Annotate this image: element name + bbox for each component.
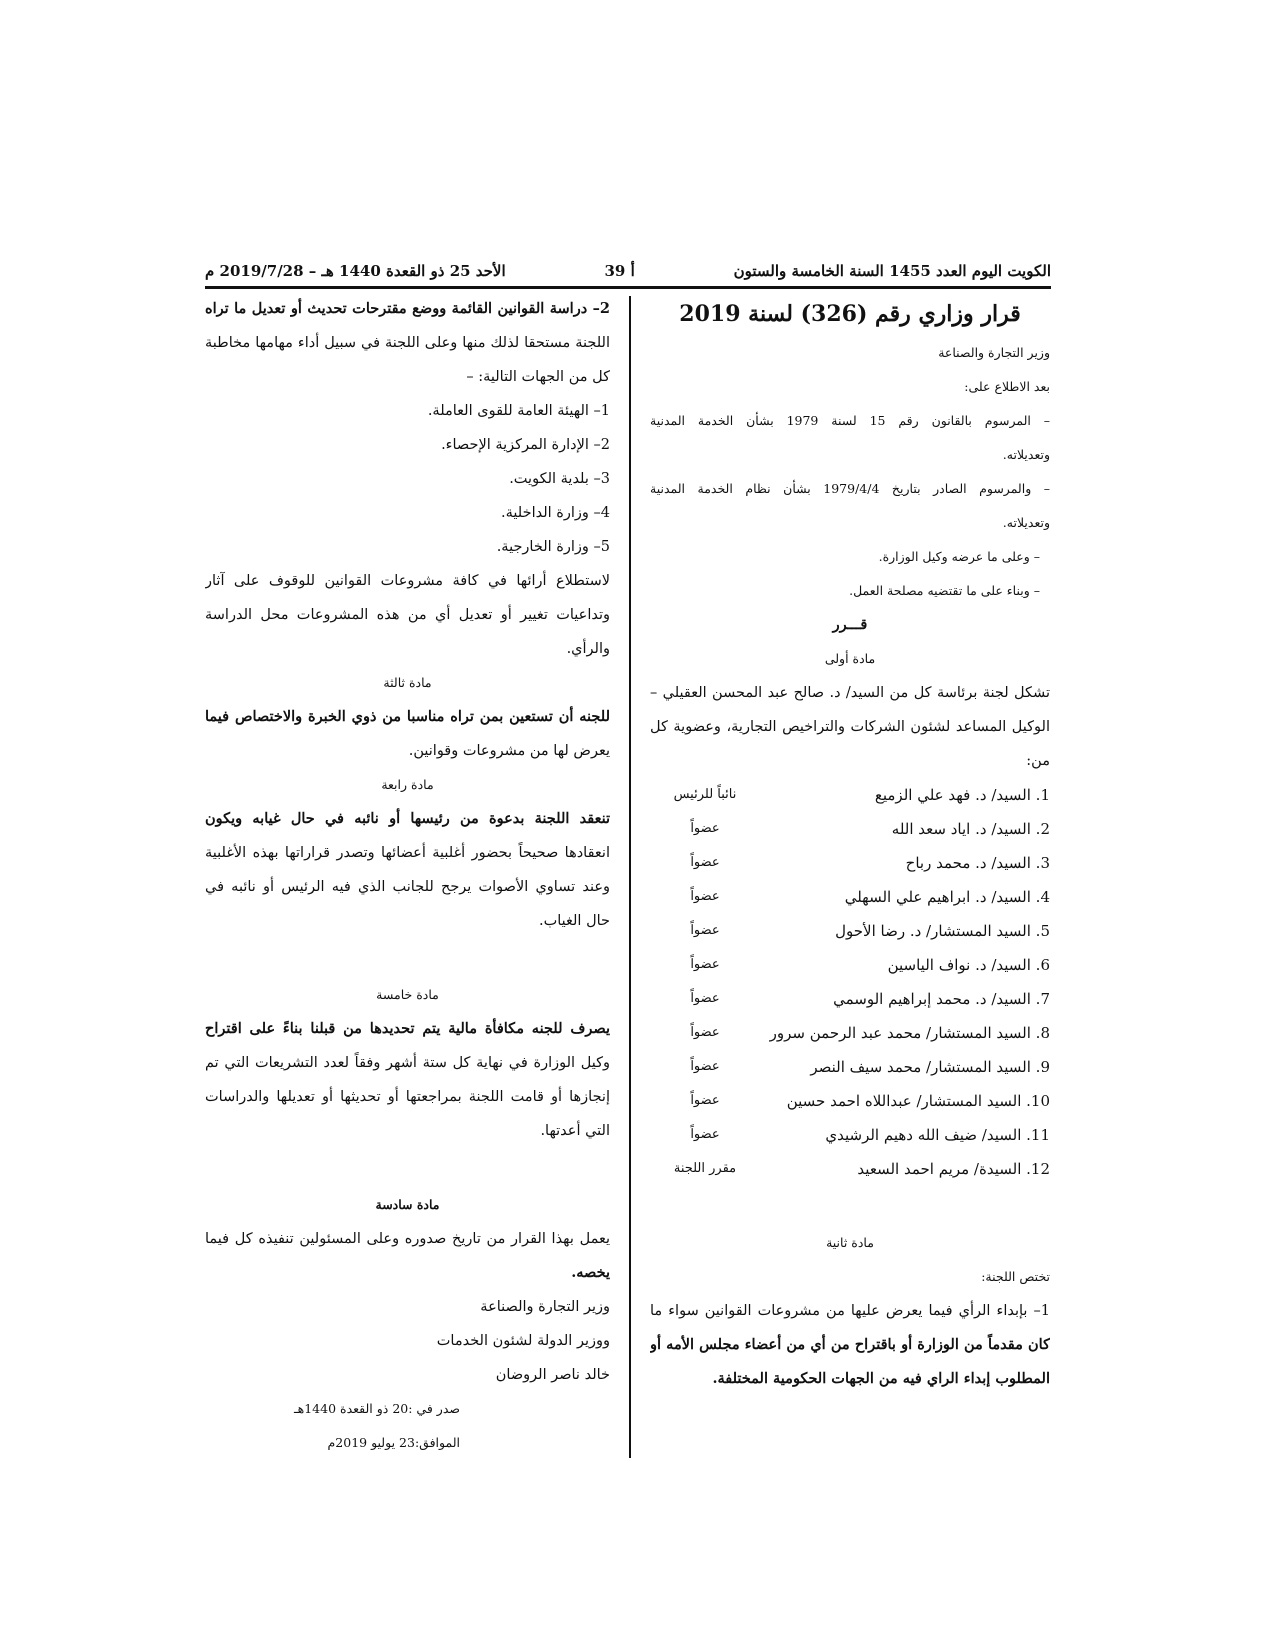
list-item: 7. السيد/ د. محمد إبراهيم الوسمي عضواً: [690, 990, 1050, 1008]
article-6-text: يعمل بهذا القرار من تاريخ صدوره وعلى المسئولين تنفيذه كل فيما: [205, 1231, 610, 1247]
list-item: 5– وزارة الخارجية.: [496, 539, 610, 555]
article-4-text: تنعقد اللجنة بدعوة من رئيسها أو نائبه في حال غيابه ويكون: [205, 810, 610, 827]
entities-purpose-text: والرأي.: [566, 641, 610, 657]
article-4-text: حال الغياب.: [538, 913, 610, 929]
preamble-1: – المرسوم بالقانون رقم 15 لسنة 1979 بشأن الخدمة المدنية: [650, 413, 1050, 428]
left-column: [205, 292, 610, 1460]
issue-date: الأحد 25 ذو القعدة 1440 هـ – 2019/7/28 م: [205, 262, 506, 280]
article-5-text: وكيل الوزارة في نهاية كل ستة أشهر وفقاً لعدد التشريعات التي تم: [205, 1055, 610, 1071]
preamble-3: – وعلى ما عرضه وكيل الوزارة.: [878, 549, 1040, 564]
list-item: 10. السيد المستشار/ عبداللاه احمد حسين عضواً: [690, 1092, 1050, 1110]
list-item: 4. السيد/ د. ابراهيم علي السهلي عضواً: [690, 888, 1050, 906]
item-2-text: كل من الجهات التالية: –: [466, 369, 610, 385]
list-item: 6. السيد/ د. نواف الياسين عضواً: [690, 956, 1050, 974]
article-1-text: من:: [1026, 753, 1050, 769]
column-divider: [629, 296, 631, 1458]
item-2-text: 2– دراسة القوانين القائمة ووضع مقترحات تحديث أو تعديل ما تراه: [205, 300, 610, 317]
list-item: 8. السيد المستشار/ محمد عبد الرحمن سرور عضواً: [690, 1024, 1050, 1042]
signature-title: وزير التجارة والصناعة: [480, 1299, 610, 1315]
article-5-text: إنجازها أو قامت اللجنة بمراجعتها أو تحديثها أو تعديلها والدراسات: [205, 1089, 610, 1105]
article-3-text: يعرض لها من مشروعات وقوانين.: [408, 743, 610, 759]
article-3-text: للجنه أن تستعين بمن تراه مناسبا من ذوي الخبرة والاختصاص فيما: [205, 708, 610, 725]
list-item: 2– الإدارة المركزية الإحصاء.: [441, 437, 610, 453]
members-list: [650, 778, 1050, 1186]
header-rule: [205, 286, 1051, 289]
right-column: [650, 292, 1050, 1396]
signature-name: خالد ناصر الروضان: [495, 1367, 610, 1383]
publication-info: الكويت اليوم العدد 1455 السنة الخامسة والستون: [733, 262, 1051, 280]
list-item: 12. السيدة/ مريم احمد السعيد مقرر اللجنة: [673, 1160, 1050, 1178]
issue-date-gregorian: الموافق:23 يوليو 2019م: [327, 1435, 460, 1450]
list-item: 3– بلدية الكويت.: [509, 471, 610, 487]
list-item: 9. السيد المستشار/ محمد سيف النصر عضواً: [690, 1058, 1050, 1076]
item-2-text: اللجنة مستحقا لذلك منها وعلى اللجنة في سبيل أداء مهامها مخاطبة: [205, 335, 610, 351]
article-1-heading: مادة أولى: [824, 651, 876, 666]
issuer: وزير التجارة والصناعة: [938, 345, 1050, 360]
article-2-text: 1– بإبداء الرأي فيما يعرض عليها من مشروعات القوانين سواء ما: [650, 1303, 1050, 1319]
issue-date-hijri: صدر في :20 ذو القعدة 1440هـ: [293, 1401, 460, 1416]
preamble-1-cont: وتعديلاته.: [1002, 447, 1050, 462]
signature-title: ووزير الدولة لشئون الخدمات: [436, 1333, 610, 1349]
list-item: 4– وزارة الداخلية.: [501, 505, 610, 521]
article-6-text: يخصه.: [571, 1264, 610, 1281]
article-2-text: كان مقدماً من الوزارة أو باقتراح من أي من أعضاء مجلس الأمه أو: [650, 1336, 1050, 1353]
list-item: 11. السيد/ ضيف الله دهيم الرشيدي عضواً: [690, 1126, 1050, 1144]
decision-word: قـــرر: [832, 616, 868, 633]
preamble-2: – والمرسوم الصادر بتاريخ 1979/4/4 بشأن نظام الخدمة المدنية: [650, 481, 1050, 496]
list-item: 1– الهيئة العامة للقوى العاملة.: [427, 403, 610, 419]
article-5-text: التي أعدتها.: [540, 1123, 610, 1139]
list-item: 1. السيد/ د. فهد علي الزميع نائباً للرئيس: [673, 786, 1050, 804]
list-item: 5. السيد المستشار/ د. رضا الأحول عضواً: [690, 922, 1050, 940]
page-header: [205, 256, 1051, 286]
preamble-intro: بعد الاطلاع على:: [964, 379, 1050, 394]
article-4-text: وعند تساوي الأصوات يرجح للجانب الذي فيه الرئيس أو نائبه في: [205, 879, 610, 895]
article-1-text: الوكيل المساعد لشئون الشركات والتراخيص التجارية، وعضوية كل: [650, 719, 1050, 735]
article-2-heading: مادة ثانية: [826, 1235, 874, 1250]
article-4-text: انعقادها صحيحاً بحضور أغلبية أعضائها وتصدر قراراتها بهذه الأغلبية: [205, 845, 610, 861]
entities-purpose-text: لاستطلاع أرائها في كافة مشروعات القوانين للوقوف على آثار: [205, 573, 610, 589]
preamble-4: – وبناء على ما تقتضيه مصلحة العمل.: [849, 583, 1040, 598]
page-number: أ 39: [604, 262, 635, 280]
decree-title: قرار وزاري رقم (326) لسنة 2019: [679, 301, 1021, 327]
article-6-heading: مادة سادسة: [375, 1197, 440, 1212]
article-2-text: المطلوب إبداء الراي فيه من الجهات الحكومية المختلفة.: [712, 1370, 1050, 1387]
article-2-intro: تختص اللجنة:: [981, 1269, 1050, 1284]
list-item: 3. السيد/ د. محمد رباح عضواً: [690, 854, 1050, 872]
preamble-2-cont: وتعديلاته.: [1002, 515, 1050, 530]
article-1-text: تشكل لجنة برئاسة كل من السيد/ د. صالح عبد المحسن العقيلي –: [650, 685, 1050, 701]
entities-purpose-text: وتداعيات تغيير أو تعديل أي من هذه المشروعات محل الدراسة: [205, 607, 610, 623]
article-3-heading: مادة ثالثة: [383, 675, 432, 690]
article-5-heading: مادة خامسة: [376, 987, 439, 1002]
article-4-heading: مادة رابعة: [381, 777, 434, 792]
list-item: 2. السيد/ د. اياد سعد الله عضواً: [690, 820, 1050, 838]
article-5-text: يصرف للجنه مكافأة مالية يتم تحديدها من قبلنا بناءً على اقتراح: [205, 1020, 610, 1037]
